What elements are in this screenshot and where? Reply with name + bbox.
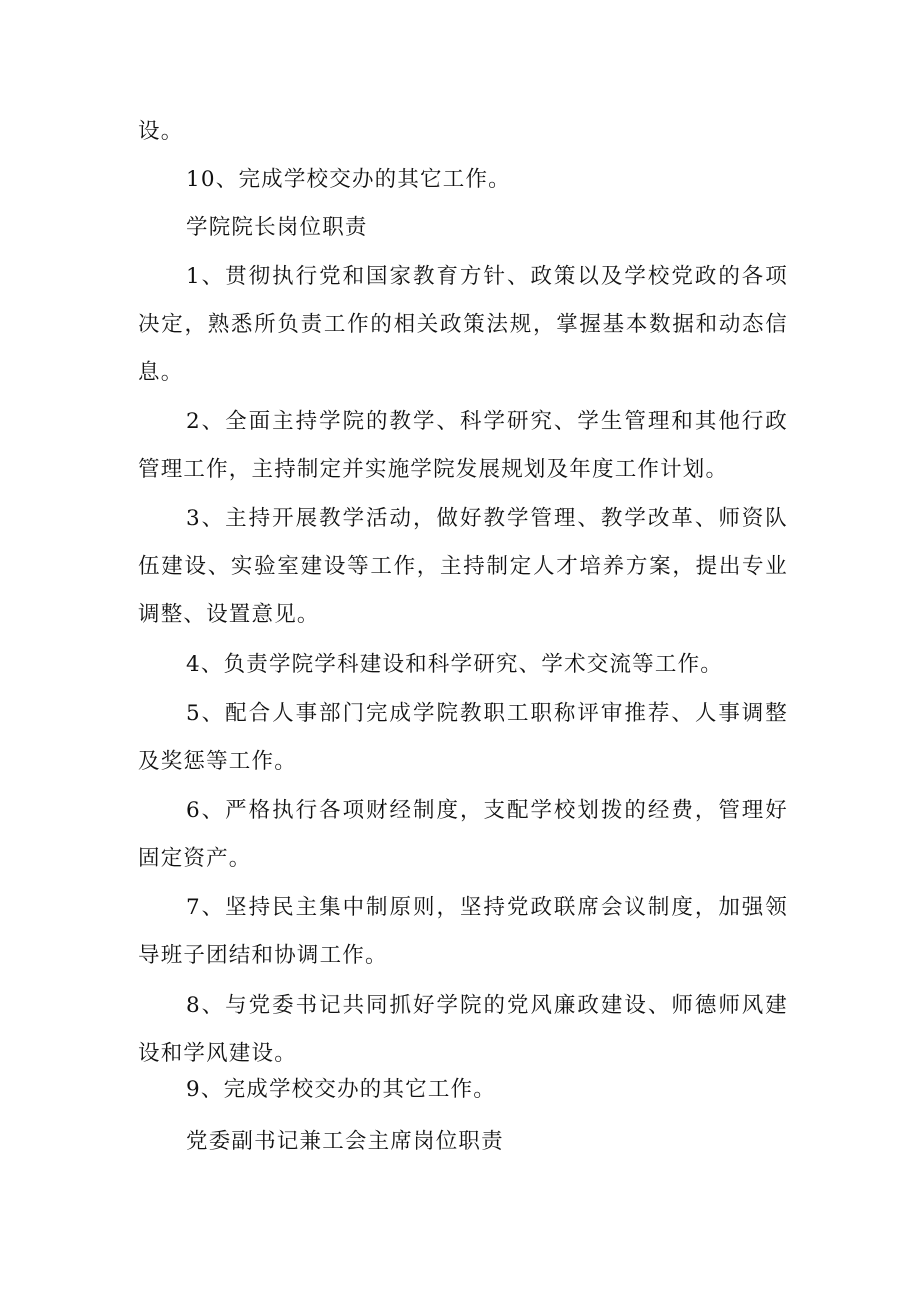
paragraph-item-1: 1、贯彻执行党和国家教育方针、政策以及学校党政的各项决定，熟悉所负责工作的相关政策法规，掌握基本数据和动态信息。 (138, 264, 788, 385)
paragraph-continuation: 设。 (138, 119, 184, 144)
section-heading-dean: 学院院长岗位职责 (186, 215, 368, 240)
paragraph-item-10: 10、完成学校交办的其它工作。 (186, 167, 511, 192)
paragraph-item-7: 7、坚持民主集中制原则，坚持党政联席会议制度，加强领导班子团结和协调工作。 (138, 895, 788, 968)
paragraph-item-4: 4、负责学院学科建设和科学研究、学术交流等工作。 (186, 652, 723, 677)
paragraph-item-2: 2、全面主持学院的教学、科学研究、学生管理和其他行政管理工作，主持制定并实施学院发展规划及年度工作计划。 (138, 409, 788, 482)
paragraph-item-5: 5、配合人事部门完成学院教职工职称评审推荐、人事调整及奖惩等工作。 (138, 701, 788, 774)
paragraph-item-8: 8、与党委书记共同抓好学院的党风廉政建设、师德师风建设和学风建设。 (138, 993, 788, 1066)
section-heading-deputy-secretary: 党委副书记兼工会主席岗位职责 (186, 1129, 504, 1154)
paragraph-item-6: 6、严格执行各项财经制度，支配学校划拨的经费，管理好固定资产。 (138, 798, 788, 871)
paragraph-item-3: 3、主持开展教学活动，做好教学管理、教学改革、师资队伍建设、实验室建设等工作，主持制定人才培养方案，提出专业调整、设置意见。 (138, 506, 788, 627)
paragraph-item-9: 9、完成学校交办的其它工作。 (186, 1077, 496, 1102)
